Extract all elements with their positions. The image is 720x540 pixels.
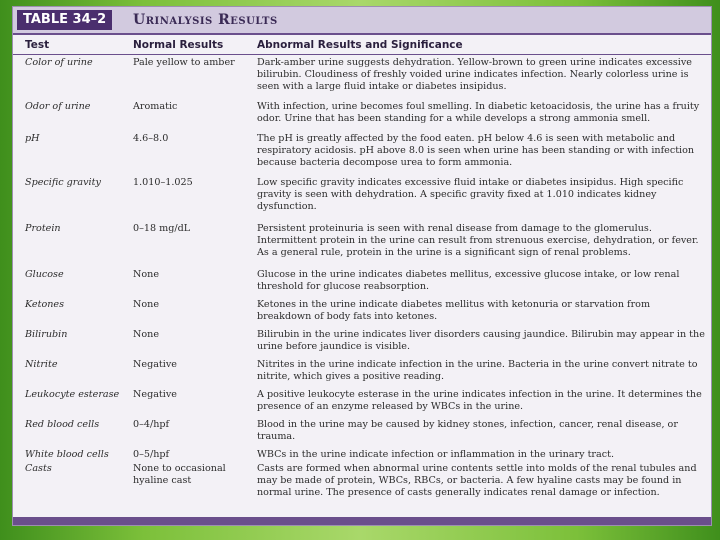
normal-result: None — [133, 299, 160, 310]
abnormal-significance: Ketones in the urine indicate diabetes mellitus with ketonuria or starvation from breakdown of body fats into ketones. — [257, 299, 651, 322]
normal-result: 0–5/hpf — [133, 449, 170, 460]
abnormal-significance: Persistent proteinuria is seen with renal disease from damage to the glomerulus. Intermittent protein in the urine can result from strenuous exercise, dehydration, or fever. As a general rule, protein in the urine is a significant sign of renal problems. — [257, 223, 699, 258]
normal-result: None — [133, 329, 160, 340]
abnormal-significance: Nitrites in the urine indicate infection in the urine. Bacteria in the urine convert nitrate to nitrite, which gives a positive reading. — [257, 359, 698, 382]
abnormal-significance: Glucose in the urine indicates diabetes mellitus, excessive glucose intake, or low renal threshold for glucose reabsorption. — [257, 269, 680, 292]
table-title: Urinalysis Results — [133, 12, 278, 28]
test-name: Nitrite — [25, 359, 58, 370]
test-name: Protein — [25, 223, 61, 234]
test-name: Ketones — [25, 299, 64, 310]
table-number: TABLE 34–2 — [17, 10, 112, 30]
abnormal-significance: With infection, urine becomes foul smelling. In diabetic ketoacidosis, the urine has a fruity odor. Urine that has been standing for a while develops a strong ammonia smell. — [257, 101, 700, 124]
table-bottom-bar — [13, 517, 711, 525]
normal-result: 0–4/hpf — [133, 419, 170, 430]
normal-result: Aromatic — [133, 101, 178, 112]
normal-result: None — [133, 269, 160, 280]
table-page — [12, 6, 712, 526]
test-name: Casts — [25, 463, 52, 474]
abnormal-significance: Blood in the urine may be caused by kidney stones, infection, cancer, renal disease, or trauma. — [257, 419, 678, 442]
normal-result: 1.010–1.025 — [133, 177, 193, 188]
abnormal-significance: A positive leukocyte esterase in the urine indicates infection in the urine. It determines the presence of an enzyme released by WBCs in the urine. — [257, 389, 702, 412]
test-name: White blood cells — [25, 449, 109, 460]
abnormal-significance: Bilirubin in the urine indicates liver disorders causing jaundice. Bilirubin may appear in the urine before jaundice is visible. — [257, 329, 705, 352]
test-name: Specific gravity — [25, 177, 101, 188]
test-name: Red blood cells — [25, 419, 100, 430]
abnormal-significance: Casts are formed when abnormal urine contents settle into molds of the renal tubules and may be made of protein, WBCs, RBCs, or bacteria. A few hyaline casts may be found in normal urine. The presence of casts generally indicates renal damage or infection. — [257, 463, 697, 498]
header-abnormal-results: Abnormal Results and Significance — [257, 39, 463, 51]
normal-result: None to occasional hyaline cast — [133, 463, 226, 486]
test-name: Color of urine — [25, 57, 93, 68]
test-name: Leukocyte esterase — [25, 389, 120, 400]
test-name: pH — [25, 133, 40, 144]
header-test: Test — [25, 39, 50, 51]
abnormal-significance: The pH is greatly affected by the food eaten. pH below 4.6 is seen with metabolic and respiratory acidosis. pH above 8.0 is seen when urine has been standing or with infection because bacteria decompose urea to form ammonia. — [257, 133, 695, 168]
normal-result: Negative — [133, 389, 177, 400]
abnormal-significance: Dark-amber urine suggests dehydration. Yellow-brown to green urine indicates excessive bilirubin. Cloudiness of freshly voided urine indicates infection. Nearly colorless urine is seen with a large fluid intake or diabetes insipidus. — [257, 57, 692, 92]
test-name: Odor of urine — [25, 101, 91, 112]
normal-result: Pale yellow to amber — [133, 57, 235, 68]
normal-result: 4.6–8.0 — [133, 133, 169, 144]
test-name: Glucose — [25, 269, 64, 280]
normal-result: Negative — [133, 359, 177, 370]
abnormal-significance: Low specific gravity indicates excessive fluid intake or diabetes insipidus. High specific gravity is seen with dehydration. A specific gravity fixed at 1.010 indicates kidney dysfunction. — [257, 177, 684, 212]
table-header-row — [13, 36, 711, 55]
header-normal-results: Normal Results — [133, 39, 224, 51]
abnormal-significance: WBCs in the urine indicate infection or inflammation in the urinary tract. — [257, 449, 615, 460]
test-name: Bilirubin — [25, 329, 68, 340]
table-title-bar — [13, 7, 711, 35]
normal-result: 0–18 mg/dL — [133, 223, 191, 234]
